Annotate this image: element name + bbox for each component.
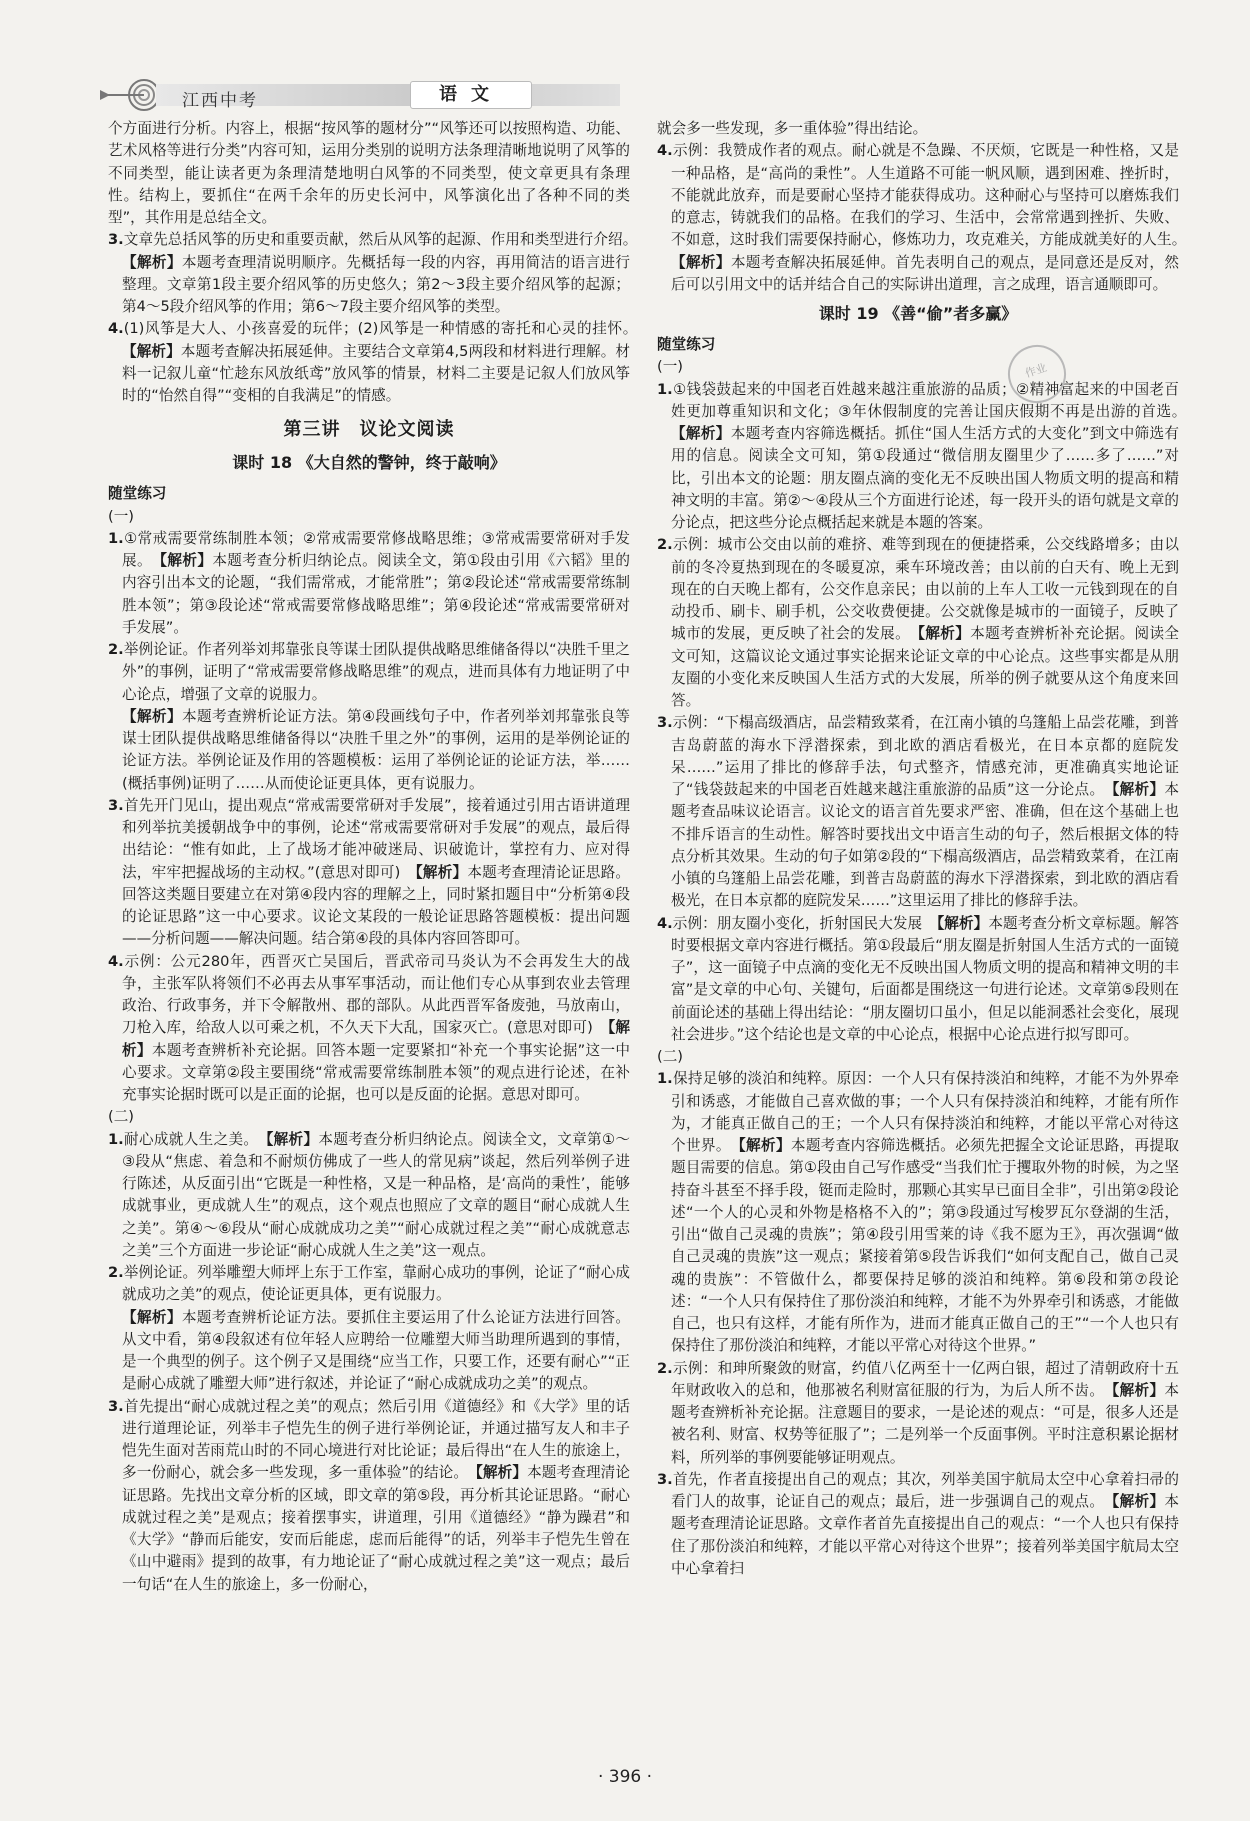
analysis-text: 本题考查分析归纳论点。阅读全文，文章第①～③段从“焦虑、着急和不耐烦仿佛成了一些人的常见病”谈起，然后列举例子进行陈述，从反面引出“它既是一种性格，又是一种品格，是‘高尚的秉性’，能够成就事业，更成就人生”的观点，这个观点也照应了文章的题目“耐心成就人生之美”。第④～⑥段从“耐心成就成功之美”“耐心成就过程之美”“耐心成就意志之美”三个方面进一步论证“耐心成就人生之美”这一观点。	[122, 1130, 630, 1259]
paragraph: 就会多一些发现，多一重体验”得出结论。	[657, 120, 928, 137]
answer-text: (1)风筝是大人、小孩喜爱的玩伴；(2)风筝是一种情感的寄托和心灵的挂怀。	[123, 320, 630, 338]
paragraph: 个方面进行分析。内容上，根据“按风筝的题材分”“风筝还可以按照构造、功能、艺术风格等进行分类”内容可知，运用分类别的说明方法条理清晰地说明了风筝的不同类型，能让读者更为条理清楚地明白风筝的不同类型，使文章更具有条理性。结构上，要抓住“在两千余年的历史长河中，风筝演化出了各种不同的类型”，其作用是总结全文。	[108, 120, 630, 226]
analysis-tag: 【解析】	[1112, 781, 1165, 798]
analysis-tag: 【解析】	[122, 253, 182, 271]
analysis-text: 本题考查辨析补充论据。回答本题一定要紧扣“补充一个事实论据”这一中心要求。文章第②段主要围绕“常戒需要常练制胜本领”的观点进行论述，在补充事实论据时既可以是正面的论据，也可以是反面的论据。意思对即可。	[122, 1041, 630, 1103]
answer-item	[657, 1469, 1179, 1580]
left-column	[108, 118, 630, 1596]
item-number: 2.	[108, 641, 124, 658]
item-number: 2.	[108, 1264, 124, 1281]
analysis-tag: 【解析】	[1111, 1381, 1165, 1399]
answer-text: 示例：“下榻高级酒店，品尝精致菜肴，在江南小镇的乌篷船上品尝花雕，到普吉岛蔚蓝的海水下浮潜探索，到北欧的酒店看极光，在日本京都的庭院发呆……”运用了排比的修辞手法，句式整齐，情感充沛，更准确真实地论证了“钱袋鼓起来的中国老百姓越来越注重旅游的品质”这一分论点。	[671, 714, 1179, 798]
analysis-text: 本题考查理清论证思路。回答这类题目要建立在对第④段内容的理解之上，同时紧扣题目中“分析第④段的论证思路”这一中心要求。议论文某段的一般论证思路答题模板：提出问题——分析问题——解决问题。结合第④段的具体内容回答即可。	[122, 863, 630, 948]
answer-item	[108, 1129, 630, 1263]
item-number: 3.	[108, 796, 124, 814]
lesson-title: 课时 18 《大自然的警钟，终于敲响》	[232, 453, 506, 473]
answer-text: 首先，作者直接提出自己的观点；其次，列举美国宇航局太空中心拿着扫帚的看门人的故事，论证自己的观点；最后，进一步强调自己的观点。	[671, 1470, 1179, 1510]
page-header	[100, 78, 620, 112]
analysis-tag: 【解析】	[415, 863, 468, 881]
item-number: 1.	[108, 1130, 124, 1148]
item-number: 3.	[657, 714, 673, 732]
answer-item	[657, 712, 1179, 912]
answer-item	[657, 379, 1179, 535]
answer-text: 首先开门见山，提出观点“常戒需要常研对手发展”，接着通过引用古语讲道理和列举抗美援朝战争中的事例，论述“常戒需要常研对手发展”的观点，最后得出结论：“惟有如此，上了战场才能冲破迷局、识破诡计，掌控有力、应对得法，牢牢把握战场的主动权。”(意思对即可)	[122, 796, 630, 881]
practice-label: 随堂练习	[108, 485, 167, 503]
answer-item	[108, 1262, 630, 1396]
analysis-tag: 【解析】	[936, 914, 989, 932]
item-number: 4.	[657, 914, 673, 932]
analysis-text: 本题考查品味议论语言。议论文的语言首先要求严密、准确，但在这个基础上也不排斥语言的生动性。解答时要找出文中语言生动的句子，然后根据文体的特点分析其效果。生动的句子如第②段的“下榻高级酒店，品尝精致菜肴，在江南小镇的乌篷船上品尝花雕，到普吉岛蔚蓝的海水下浮潜探索，到北欧的酒店看极光，在日本京都的庭院发呆……”这里运用了排比的修辞手法。	[671, 781, 1179, 910]
analysis-text: 本题考查辨析论证方法。第④段画线句子中，作者列举刘邦靠张良等谋士团队提供战略思维储备得以“决胜千里之外”的事例，运用的是举例论证的论证方法。举例论证及作用的答题模板：运用了举例论证的论证方法，举……(概括事例)证明了……从而使论证更具体，更有说服力。	[122, 707, 630, 792]
item-number: 4.	[657, 142, 673, 160]
lesson-title: 课时 19 《善“偷”者多赢》	[818, 304, 1018, 323]
answer-text: ①常戒需要常练制胜本领；②常戒需要常修战略思维；③常戒需要常研对手发展。	[122, 529, 630, 569]
answer-item	[657, 1068, 1179, 1357]
analysis-text: 本题考查内容筛选概括。抓住“国人生活方式的大变化”到文中筛选有用的信息。阅读全文可知，第①段通过“微信朋友圈里少了……多了……”对比，引出本文的论题：朋友圈点滴的变化无不反映出国人物质文明的提高和精神文明的丰富。第②～④段从三个方面进行论述，每一段开头的语句就是文章的分论点，把这些分论点概括起来就是本题的答案。	[671, 425, 1179, 531]
analysis-tag: 【解析】	[671, 425, 731, 442]
answer-item	[108, 1396, 630, 1596]
answer-item	[108, 229, 630, 318]
part-label: (二)	[108, 1108, 134, 1126]
item-number: 3.	[657, 1470, 673, 1488]
item-number: 1.	[108, 529, 124, 547]
part-label: (一)	[108, 507, 134, 525]
analysis-tag: 【解析】	[917, 625, 971, 643]
analysis-text: 本题考查解决拓展延伸。主要结合文章第4,5两段和材料进行理解。材料一记叙儿童“忙趁东风放纸鸢”放风筝的情景，材料二主要是记叙人们放风筝时的“怡然自得”“变相的自我满足”的情感。	[122, 342, 630, 404]
analysis-text: 本题考查内容筛选概括。必须先把握全文论证思路，再提取题目需要的信息。第①段由自己写作感受“当我们忙于攫取外物的时候，为之坚持奋斗甚至不择手段，铤而走险时，那颗心其实早已面目全非”，引出第②段论述“一个人的心灵和外物是格格不入的”；第③段通过写梭罗瓦尔登湖的生活，引出“做自己灵魂的贵族”；第④段引用雪莱的诗《我不愿为王》，再次强调“做自己灵魂的贵族”这一观点；紧接着第⑤段告诉我们“如何支配自己，做自己灵魂的贵族”：不管做什么，都要保持足够的淡泊和纯粹。第⑥段和第⑦段论述：“一个人只有保持住了那份淡泊和纯粹，才能不为外界牵引和诱惑，才能做自己，也只有这样，才能有所作为，进而才能真正做自己的王”“一个人也只有保持住了那份淡泊和纯粹，才能以平常心对待这个世界。”	[671, 1137, 1179, 1355]
answer-item	[108, 951, 630, 1107]
item-number: 1.	[657, 380, 673, 398]
analysis-tag: 【解析】	[1111, 1493, 1165, 1510]
part-label: (二)	[657, 1048, 683, 1065]
answer-text: 文章先总括风筝的历史和重要贡献，然后从风筝的起源、作用和类型进行介绍。	[123, 231, 630, 249]
analysis-text: 本题考查理清论证思路。先找出文章分析的区域，即文章的第⑤段，再分析其论证思路。“耐心成就过程之美”是观点；接着摆事实，讲道理，引用《道德经》“静为躁君”和《大学》“静而后能安，安而后能虑，虑而后能得”的话，列举丰子恺先生曾在《山中避雨》提到的故事，有力地论证了“耐心成就过程之美”这一观点；最后一句话“在人生的旅途上，多一份耐心，	[122, 1464, 630, 1593]
answer-item	[657, 534, 1179, 712]
answer-text: 示例：公元280年，西晋灭亡吴国后，晋武帝司马炎认为不会再发生大的战争，主张军队将领们不必再去从事军事活动，而让他们专心从事到农业去管理政治、行政事务，并下令解散州、郡的部队。从此西晋军备废弛，马放南山，刀枪入库，给敌人以可乘之机，不久天下大乱，国家灭亡。(意思对即可)	[122, 952, 630, 1037]
homework-stamp: 作业	[1000, 337, 1073, 410]
item-number: 2.	[657, 536, 673, 554]
page-number: · 396 ·	[597, 1767, 653, 1787]
section-heading: 第三讲 议论文阅读	[283, 419, 455, 441]
item-number: 4.	[108, 952, 124, 970]
part-label: (一)	[657, 358, 683, 376]
analysis-text: 本题考查辨析补充论据。注意题目的要求，一是论述的观点：“可是，很多人还是被名利、财富、权势等征服了”；二是列举一个反面事例。平时注意积累论据材料，所列举的事例要能够证明观点。	[671, 1381, 1180, 1466]
item-number: 2.	[657, 1359, 673, 1377]
analysis-tag: 【解析】	[266, 1130, 319, 1148]
practice-label: 随堂练习	[657, 336, 716, 353]
answer-text: 示例：和珅所聚敛的财富，约值八亿两至十一亿两白银，超过了清朝政府十五年财政收入的总和，他那被名利财富征服的行为，为后人所不齿。	[671, 1359, 1179, 1399]
answer-item	[108, 795, 630, 951]
analysis-tag: 【解析】	[671, 253, 731, 271]
item-number: 4.	[108, 320, 124, 338]
analysis-text: 本题考查辨析补充论据。阅读全文可知，这篇议论文通过事实论据来论证文章的中心论点。这些事实都是从朋友圈的小变化来反映国人生活方式的大发展，所举的例子就要从这个角度来回答。	[671, 625, 1179, 709]
answer-text: 示例：我赞成作者的观点。耐心就是不急躁、不厌烦，它既是一种性格，又是一种品格，是“高尚的秉性”。人生道路不可能一帆风顺，遇到困难、挫折时，不能就此放弃，而是要耐心坚持才能获得成功。这种耐心与坚持可以磨炼我们的意志，铸就我们的品格。在我们的学习、生活中，会常常遇到挫折、失败、不如意，这时我们需要保持耐心，修炼功力，攻克难关，方能成就美好的人生。	[671, 142, 1179, 249]
header-subject: 语文	[410, 81, 532, 109]
analysis-text: 本题考查辨析论证方法。要抓住主要运用了什么论证方法进行回答。从文中看，第④段叙述有位年轻人应聘给一位雕塑大师当助理所遇到的事情，是一个典型的例子。这个例子又是围绕“应当工作，只要工作，还要有耐心”“正是耐心成就了雕塑大师”进行叙述，并论证了“耐心成就成功之美”的观点。	[122, 1308, 630, 1393]
analysis-tag: 【解析】	[475, 1464, 528, 1482]
analysis-text: 本题考查解决拓展延伸。首先表明自己的观点，是同意还是反对，然后可以引用文中的话并结合自己的实际讲出道理，言之成理，语言通顺即可。	[671, 253, 1179, 293]
analysis-tag: 【解析】	[738, 1137, 791, 1154]
answer-text: 举例论证。作者列举刘邦靠张良等谋士团队提供战略思维储备得以“决胜千里之外”的事例，证明了“常戒需要常修战略思维”的观点，进而具体有力地证明了中心论点，增强了文章的说服力。	[122, 641, 630, 703]
analysis-text: 本题考查理清论证思路。文章作者首先直接提出自己的观点：“一个人也只有保持住了那份淡泊和纯粹，才能以平常心对待这个世界”；接着列举美国宇航局太空中心拿着扫	[671, 1493, 1180, 1577]
item-number: 1.	[657, 1070, 673, 1088]
answer-item	[108, 318, 630, 407]
analysis-tag: 【解析】	[122, 1019, 630, 1059]
answer-text: ①钱袋鼓起来的中国老百姓越来越注重旅游的品质；②精神富起来的中国老百姓更加尊重知识和文化；③年休假制度的完善让国庆假期不再是出游的首选。	[671, 380, 1179, 420]
analysis-tag: 【解析】	[122, 1308, 182, 1326]
answer-text: 保持足够的淡泊和纯粹。原因：一个人只有保持淡泊和纯粹，才能不为外界牵引和诱惑，才能做自己喜欢做的事；一个人只有保持淡泊和纯粹，才能有所作为，才能真正做自己的王；一个人只有保持淡泊和纯粹，才能以平常心对待这个世界。	[671, 1070, 1179, 1154]
answer-item	[108, 639, 630, 795]
right-column	[657, 118, 1179, 1580]
analysis-tag: 【解析】	[122, 707, 182, 725]
header-region: 江西中考	[182, 91, 258, 111]
analysis-tag: 【解析】	[159, 552, 213, 569]
answer-text: 举例论证。列举雕塑大师坪上东于工作室，靠耐心成功的事例，论证了“耐心成就成功之美”的观点，使论证更具体，更有说服力。	[122, 1264, 630, 1304]
answer-item	[657, 140, 1179, 296]
answer-item	[108, 528, 630, 639]
answer-item	[657, 1358, 1179, 1469]
analysis-tag: 【解析】	[122, 342, 181, 360]
answer-text: 首先提出“耐心成就过程之美”的观点；然后引用《道德经》和《大学》里的话进行道理论证，列举丰子恺先生的例子进行举例论证，并通过描写友人和丰子恺先生面对苦雨荒山时的不同心境进行对比论证；最后得出“在人生的旅途上，多一份耐心，就会多一些发现，多一重体验”的结论。	[122, 1397, 630, 1482]
analysis-text: 本题考查分析文章标题。解答时要根据文章内容进行概括。第①段最后“朋友圈是折射国人生活方式的一面镜子”，这一面镜子中点滴的变化无不反映出国人物质文明的提高和精神文明的丰富”是文章的中心句、关键句，后面都是围绕这一句进行论述。文章第⑤段则在前面论述的基础上得出结论：“朋友圈切口虽小，但足以能洞悉社会变化，展现社会进步。”这个结论也是文章的中心论点，根据中心论点进行拟写即可。	[671, 914, 1179, 1043]
answer-item	[657, 913, 1179, 1047]
answer-text: 耐心成就人生之美。	[123, 1130, 252, 1148]
answer-text: 示例：城市公交由以前的难挤、难等到现在的便捷搭乘，公交线路增多；由以前的冬冷夏热到现在的冬暖夏凉，乘车环境改善；由以前的白天有、晚上无到现在的白天晚上都有，公交作息亲民；由以前的上车人工收一元钱到现在的自动投币、刷卡、刷手机，公交收费便捷。公交就像是城市的一面镜子，反映了城市的发展，更反映了社会的发展。	[671, 536, 1179, 643]
answer-text: 示例：朋友圈小变化，折射国民大发展	[672, 914, 923, 932]
item-number: 3.	[108, 231, 124, 249]
analysis-text: 本题考查理清说明顺序。先概括每一段的内容，再用简洁的语言进行整理。文章第1段主要介绍风筝的历史悠久；第2～3段主要介绍风筝的起源；第4～5段介绍风筝的作用；第6～7段主要介绍风筝的类型。	[122, 253, 630, 315]
item-number: 3.	[108, 1397, 124, 1415]
analysis-text: 本题考查分析归纳论点。阅读全文，第①段由引用《六韬》里的内容引出本文的论题，“我们需常戒，才能常胜”；第②段论述“常戒需要常练制胜本领”；第③段论述“常戒需要常修战略思维”；第④段论述“常戒需要常研对手发展”。	[122, 552, 630, 636]
